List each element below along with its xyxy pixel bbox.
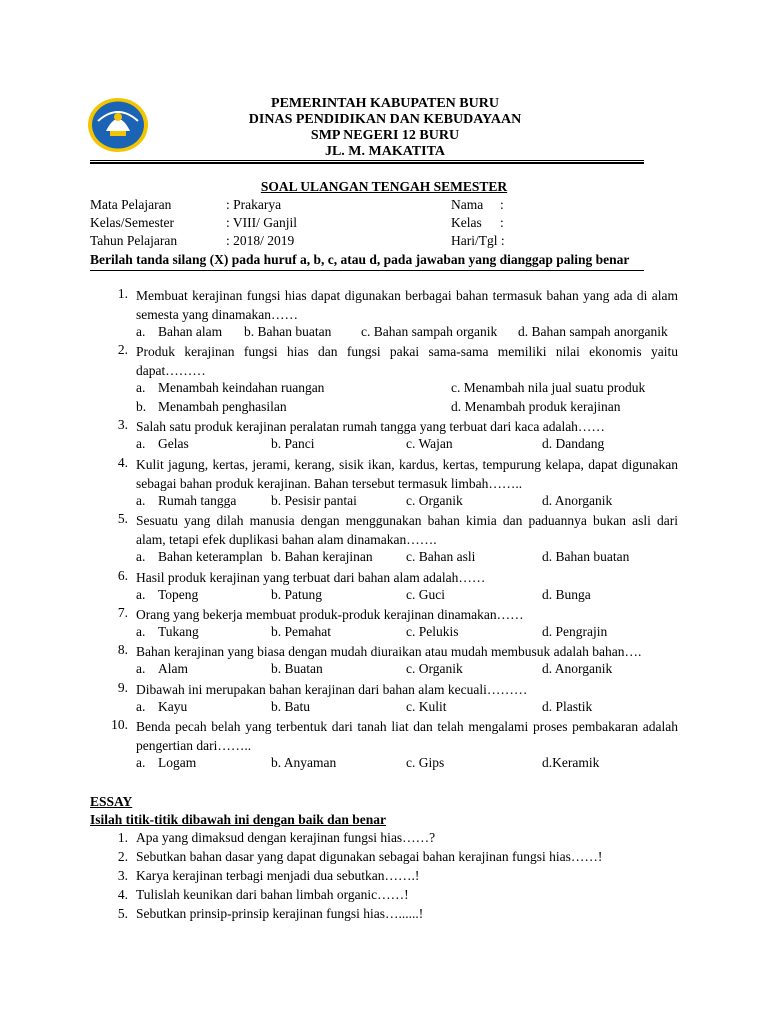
- year-value: : 2018/ 2019: [226, 233, 295, 248]
- option-letter: a.: [136, 755, 146, 770]
- option-text: c. Bahan sampah organik: [361, 324, 498, 339]
- option-text: d.Keramik: [542, 755, 600, 770]
- option-text: c. Pelukis: [406, 624, 459, 639]
- answer-option: [406, 624, 459, 640]
- essay-question: Sebutkan bahan dasar yang dapat digunakan sebagai bahan kerajinan fungsi hias……!: [136, 849, 603, 864]
- question-text: Benda pecah belah yang terbentuk dari tanah liat dan telah mengalami proses pembakaran adalah pengertian dari……..: [136, 719, 678, 753]
- answer-option: [542, 587, 591, 603]
- option-text: b. Anyaman: [271, 755, 337, 770]
- answer-option: [271, 755, 336, 771]
- kelas-label: Kelas: [451, 215, 482, 230]
- answer-option: [136, 380, 324, 396]
- option-text: b. Buatan: [271, 661, 323, 676]
- option-text: b. Panci: [271, 436, 315, 451]
- option-text: d. Bahan sampah anorganik: [518, 324, 668, 339]
- answer-option: [542, 699, 592, 715]
- question-number: 6.: [117, 568, 128, 583]
- option-letter: a.: [136, 661, 146, 676]
- answer-option: [406, 661, 463, 677]
- answer-option: [136, 624, 199, 640]
- essay-question: Apa yang dimaksud dengan kerajinan fungsi hias……?: [136, 830, 436, 845]
- answer-option: [271, 699, 310, 715]
- question-number: 3.: [117, 417, 128, 432]
- answer-option: [271, 493, 357, 509]
- option-text: Logam: [158, 755, 197, 770]
- question-number: 10.: [111, 717, 128, 732]
- option-letter: a.: [136, 587, 146, 602]
- option-letter: a.: [136, 493, 146, 508]
- option-text: c. Menambah nila jual suatu produk: [451, 380, 646, 395]
- answer-option: [136, 587, 198, 603]
- option-text: Rumah tangga: [158, 493, 237, 508]
- answer-option: [406, 549, 475, 565]
- tut-wuri-handayani-logo: [86, 95, 150, 155]
- option-letter: a.: [136, 699, 146, 714]
- option-text: b. Bahan buatan: [244, 324, 332, 339]
- option-text: c. Wajan: [406, 436, 453, 451]
- header-divider-thin: [90, 160, 644, 161]
- option-letter: a.: [136, 324, 146, 339]
- question-text: Orang yang bekerja membuat produk-produk kerajinan dinamakan……: [136, 607, 524, 622]
- option-text: Gelas: [158, 436, 189, 451]
- option-text: b. Patung: [271, 587, 323, 602]
- question-text: Dibawah ini merupakan bahan kerajinan dari bahan alam kecuali………: [136, 682, 528, 697]
- essay-number: 5.: [117, 906, 128, 921]
- essay-question: Tulislah keunikan dari bahan limbah organic……!: [136, 887, 409, 902]
- option-text: c. Kulit: [406, 699, 447, 714]
- year-label: Tahun Pelajaran: [90, 233, 178, 248]
- essay-number: 2.: [117, 849, 128, 864]
- option-letter: a.: [136, 549, 146, 564]
- answer-option: [136, 399, 287, 415]
- option-text: b. Pesisir pantai: [271, 493, 357, 508]
- essay-question: Sebutkan prinsip-prinsip kerajinan fungsi hias…......!: [136, 906, 424, 921]
- question-text: Hasil produk kerajinan yang terbuat dari bahan alam adalah……: [136, 570, 486, 585]
- instruction: Berilah tanda silang (X) pada huruf a, b, c, atau d, pada jawaban yang dianggap paling benar: [90, 252, 630, 267]
- essay-instruction: Isilah titik-titik dibawah ini dengan baik dan benar: [90, 812, 386, 827]
- answer-option: [542, 755, 599, 771]
- option-text: d. Pengrajin: [542, 624, 608, 639]
- option-text: d. Menambah produk kerajinan: [451, 399, 621, 414]
- essay-number: 3.: [117, 868, 128, 883]
- question-number: 7.: [117, 605, 128, 620]
- exam-title: SOAL ULANGAN TENGAH SEMESTER: [260, 179, 508, 194]
- class-label: Kelas/Semester: [90, 215, 174, 230]
- option-text: c. Organik: [406, 661, 463, 676]
- answer-option: [451, 399, 620, 415]
- option-text: c. Guci: [406, 587, 445, 602]
- answer-option: [518, 324, 668, 340]
- essay-number: 1.: [117, 830, 128, 845]
- question-text: Salah satu produk kerajinan peralatan rumah tangga yang terbuat dari kaca adalah……: [136, 419, 605, 434]
- answer-option: [136, 493, 236, 509]
- header-department: DINAS PENDIDIKAN DAN KEBUDAYAAN: [248, 112, 522, 127]
- answer-option: [136, 699, 187, 715]
- answer-option: [542, 493, 612, 509]
- answer-option: [361, 324, 497, 340]
- option-text: d. Anorganik: [542, 493, 613, 508]
- option-letter: a.: [136, 380, 146, 395]
- header-divider-thick: [90, 162, 644, 164]
- answer-option: [542, 549, 629, 565]
- answer-option: [136, 324, 222, 340]
- option-text: d. Dandang: [542, 436, 605, 451]
- option-text: Alam: [158, 661, 188, 676]
- option-text: b. Bahan kerajinan: [271, 549, 373, 564]
- question-number: 9.: [117, 680, 128, 695]
- question-number: 5.: [117, 511, 128, 526]
- header-address: JL. M. MAKATITA: [324, 144, 446, 159]
- question-number: 4.: [117, 455, 128, 470]
- answer-option: [136, 755, 196, 771]
- answer-option: [451, 380, 645, 396]
- answer-option: [271, 549, 373, 565]
- answer-option: [136, 549, 263, 565]
- option-text: b. Batu: [271, 699, 310, 714]
- question-number: 1.: [117, 286, 128, 301]
- question-text: Kulit jagung, kertas, jerami, kerang, sisik ikan, kardus, kertas, tempurung kelapa, dapat digunakan sebagai bahan produk kerajinan. Bahan tersebut termasuk limbah……..: [136, 457, 678, 491]
- option-text: c. Bahan asli: [406, 549, 476, 564]
- option-text: Bahan alam: [158, 324, 223, 339]
- option-letter: a.: [136, 436, 146, 451]
- class-value: : VIII/ Ganjil: [226, 215, 297, 230]
- subject-label: Mata Pelajaran: [90, 197, 172, 212]
- answer-option: [406, 587, 445, 603]
- essay-number: 4.: [117, 887, 128, 902]
- option-text: c. Gips: [406, 755, 445, 770]
- answer-option: [271, 624, 331, 640]
- answer-option: [542, 436, 604, 452]
- question-text: Bahan kerajinan yang biasa dengan mudah diuraikan atau mudah membusuk adalah bahan….: [136, 644, 642, 659]
- instruction-divider: [90, 270, 644, 271]
- option-text: Bahan keteramplan: [158, 549, 263, 564]
- option-letter: a.: [136, 624, 146, 639]
- question-number: 8.: [117, 642, 128, 657]
- question-text: Sesuatu yang dilah manusia dengan menggunakan bahan kimia dan paduannya bukan asli dari alam, tetapi efek duplikasi bahan alam dinamakan…….: [136, 513, 678, 547]
- option-letter: b.: [136, 399, 147, 414]
- option-text: d. Bahan buatan: [542, 549, 630, 564]
- answer-option: [542, 661, 612, 677]
- question-number: 2.: [117, 342, 128, 357]
- answer-option: [271, 661, 323, 677]
- header-school: SMP NEGERI 12 BURU: [310, 128, 460, 143]
- option-text: Menambah penghasilan: [158, 399, 287, 414]
- option-text: Kayu: [158, 699, 188, 714]
- header-government: PEMERINTAH KABUPATEN BURU: [271, 96, 499, 111]
- answer-option: [542, 624, 607, 640]
- name-colon: :: [500, 197, 504, 212]
- day-label: Hari/Tgl :: [451, 233, 505, 248]
- option-text: b. Pemahat: [271, 624, 331, 639]
- option-text: Topeng: [158, 587, 199, 602]
- option-text: d. Plastik: [542, 699, 593, 714]
- answer-option: [136, 661, 188, 677]
- question-text: Membuat kerajinan fungsi hias dapat digunakan berbagai bahan termasuk bahan yang ada di alam semesta yang dinamakan……: [136, 288, 678, 322]
- answer-option: [271, 436, 315, 452]
- option-text: d. Bunga: [542, 587, 591, 602]
- option-text: d. Anorganik: [542, 661, 613, 676]
- option-text: c. Organik: [406, 493, 463, 508]
- answer-option: [406, 493, 463, 509]
- answer-option: [136, 436, 189, 452]
- option-text: Menambah keindahan ruangan: [158, 380, 325, 395]
- option-text: Tukang: [158, 624, 199, 639]
- subject-value: : Prakarya: [226, 197, 282, 212]
- essay-question: Karya kerajinan terbagi menjadi dua sebutkan…….!: [136, 868, 420, 883]
- answer-option: [406, 699, 447, 715]
- answer-option: [406, 755, 444, 771]
- name-label: Nama: [451, 197, 484, 212]
- answer-option: [406, 436, 453, 452]
- question-text: Produk kerajinan fungsi hias dan fungsi pakai sama-sama memiliki nilai ekonomis yaitu dapat………: [136, 344, 678, 378]
- essay-title: ESSAY: [90, 794, 133, 809]
- kelas-colon: :: [500, 215, 504, 230]
- answer-option: [271, 587, 322, 603]
- answer-option: [244, 324, 331, 340]
